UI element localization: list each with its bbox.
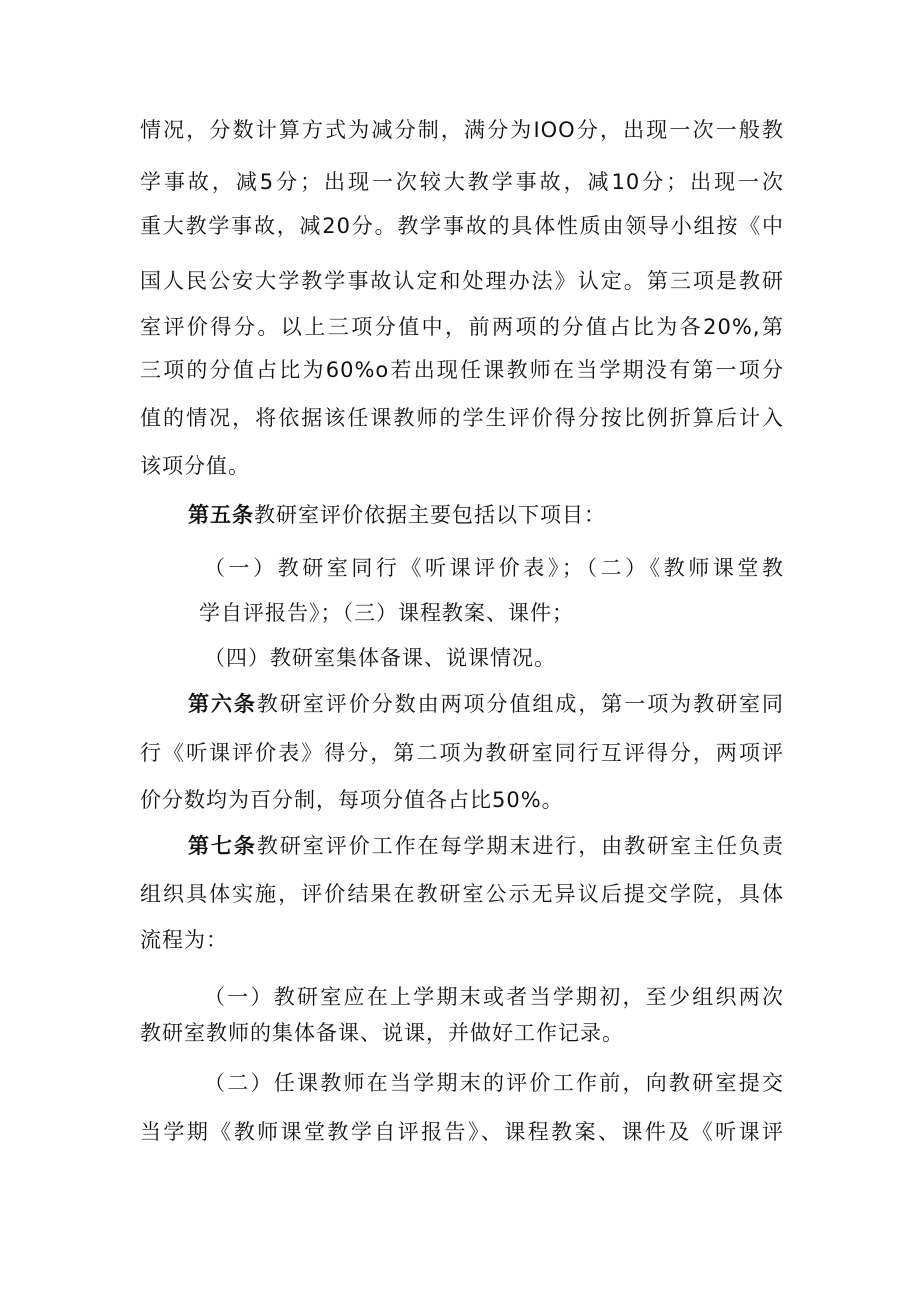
paragraph-line: 室评价得分。以上三项分值中，前两项的分值占比为各20%,第 [140,315,784,339]
article-6 [188,689,784,719]
article-6-heading: 第六条 [188,692,257,716]
article-7-item: 当学期《教师课堂教学自评报告》、课程教案、课件及《听课评 [140,1120,784,1144]
article-5-item: （一）教研室同行《听课评价表》；（二）《教师课堂教 [204,556,784,580]
article-7-item: 教研室教师的集体备课、说课，并做好工作记录。 [140,1021,624,1045]
paragraph-line: 三项的分值占比为60%o若出现任课教师在当学期没有第一项分 [140,358,784,382]
article-7-item: （一）教研室应在上学期末或者当学期初，至少组织两次 [204,985,784,1009]
article-5 [188,500,606,530]
article-6-line: 价分数均为百分制，每项分值各占比50%。 [140,788,564,812]
article-7-item: （二）任课教师在当学期末的评价工作前，向教研室提交 [204,1071,784,1095]
article-7-line: 流程为： [140,928,228,952]
article-6-line: 教研室评价分数由两项分值组成，第一项为教研室同 [256,692,785,716]
article-7-line: 教研室评价工作在每学期末进行，由教研室主任负责 [256,834,785,858]
article-6-line: 行《听课评价表》得分，第二项为教研室同行互评得分，两项评 [140,741,784,765]
article-7 [188,831,784,861]
article-5-item: 学自评报告》；（三）课程教案、课件； [199,601,574,625]
article-5-heading: 第五条 [188,503,254,527]
paragraph-line: 重大教学事故，减20分。教学事故的具体性质由领导小组按《中 [140,214,784,238]
article-5-text: 教研室评价依据主要包括以下项目： [254,503,606,527]
paragraph-line: 学事故，减5分；出现一次较大教学事故，减10分；出现一次 [140,170,784,194]
paragraph-line: 该项分值。 [140,454,250,478]
paragraph-line: 情况，分数计算方式为减分制，满分为IOO分，出现一次一般教 [140,118,784,142]
article-5-item: （四）教研室集体备课、说课情况。 [204,646,556,670]
paragraph-line: 国人民公安大学教学事故认定和处理办法》认定。第三项是教研 [140,269,784,293]
paragraph-line: 值的情况，将依据该任课教师的学生评价得分按比例折算后计入 [140,406,784,430]
article-7-heading: 第七条 [188,834,257,858]
article-7-line: 组织具体实施，评价结果在教研室公示无异议后提交学院，具体 [140,882,784,906]
